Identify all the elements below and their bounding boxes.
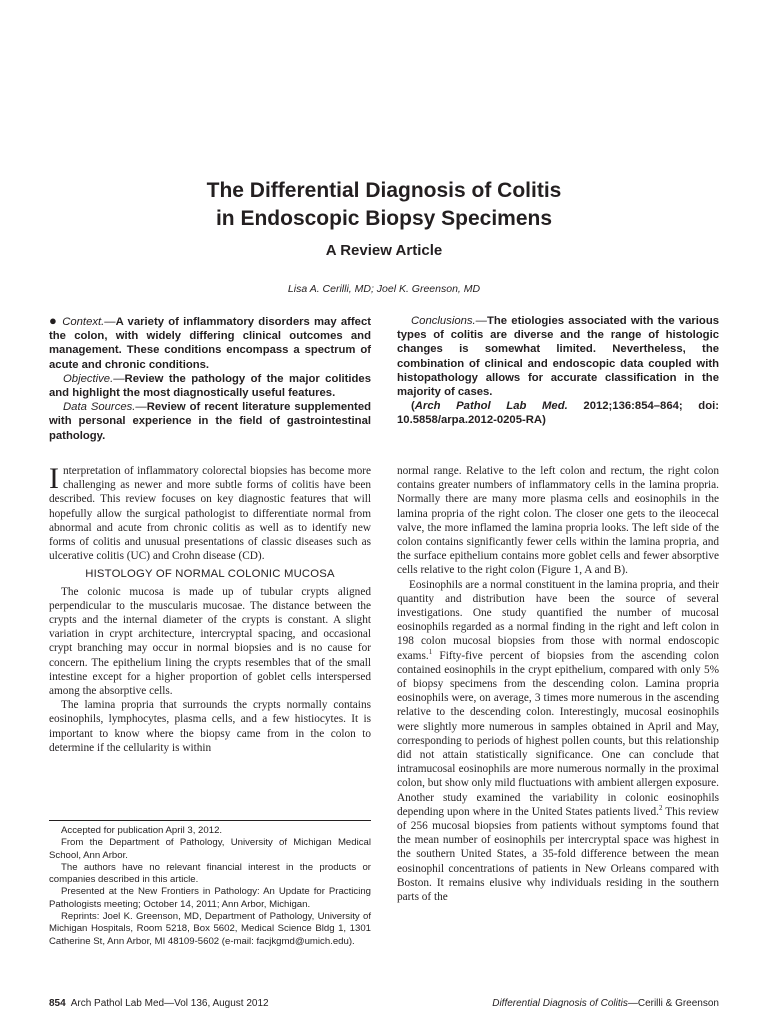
section-heading: HISTOLOGY OF NORMAL COLONIC MUCOSA <box>85 568 335 581</box>
abstract-objective <box>49 372 371 400</box>
footer-left <box>49 998 269 1009</box>
footnote: From the Department of Pathology, University of Michigan Medical School, Ann Arbor. <box>49 837 371 861</box>
abstract-left <box>49 314 371 443</box>
page-number: 854 <box>49 998 66 1009</box>
running-authors: —Cerilli & Greenson <box>627 998 719 1009</box>
footnote: Reprints: Joel K. Greenson, MD, Department of Pathology, University of Michigan Hospitals, Room 5218, Box 5602, Medical Science Bldg 1, 1301 Catherine St, Ann Arbor, MI 48109-5602 (e-mail: facjkgmd@umich.edu). <box>49 911 371 947</box>
citation-rest: 2012;136:854–864; doi: 10.5858/arpa.2012-0205-RA) <box>397 400 719 427</box>
title-line-2: in Endoscopic Biopsy Specimens <box>215 207 553 230</box>
footnotes <box>49 820 371 948</box>
footer-right <box>492 998 719 1009</box>
intro-paragraph <box>49 464 371 563</box>
footnote: Accepted for publication April 3, 2012. <box>61 825 223 836</box>
text-segment: This review of 256 mucosal biopsies from patients without symptoms found that the mean number of eosinophils per intercryptal space was highest in the southern United States, a 35-fold difference between the mean eosinophil concentrations of patients in New Orleans compared with Boston. It remains elusive why individuals residing in the southern parts of the <box>397 805 720 904</box>
text-segment: Fifty-five percent of biopsies from the ascending colon contained eosinophils in the crypt epithelium, compared with only 5% of biopsy specimens from the descending colon. Lamina propria eosinophils were, on average, 3 times more numerous in the ascending relative to the descending colon. Interestingly, mucosal eosinophils were slightly more numerous in samples obtained in April and May, corresponding to periods of highest pollen counts, but this relationship did not attain statistically significance. One can conclude that intramucosal eosinophils are more numerous normally in the proximal colon, but show only mild fluctuations with ambient allergen exposure. Another study examined the variability in colonic eosinophils depending upon where in the United States patients lived. <box>397 649 720 818</box>
intro-text: nterpretation of inflammatory colorectal biopsies has become more challenging as newer and more subtle forms of colitis have been described. This review focuses on key diagnostic features that will hopefully allow the surgical pathologist to differentiate normal from abnormal and acute from chronic colitis as well as to identify new forms of colitis and unusual presentations of classic diseases such as ulcerative colitis (UC) and Crohn disease (CD). <box>49 465 371 563</box>
abstract-conclusions <box>397 314 719 399</box>
drop-cap: I <box>49 462 59 495</box>
body-column-left <box>49 464 371 755</box>
objective-label: Objective.— <box>63 372 125 385</box>
article-subtitle: A Review Article <box>325 242 443 259</box>
citation-journal: Arch Pathol Lab Med. <box>414 400 568 413</box>
body-paragraph: The lamina propria that surrounds the crypts normally contains eosinophils, lymphocytes, plasma cells, and a few histiocytes. It is important to know where the biopsy came from in the colon to determine if the cellularity is within <box>49 699 371 754</box>
body-column-right <box>397 464 719 904</box>
footnote: Presented at the New Frontiers in Pathology: An Update for Practicing Pathologists meeting; October 14, 2011; Ann Arbor, Michigan. <box>49 886 371 910</box>
body-paragraph: normal range. Relative to the left colon and rectum, the right colon contains greater numbers of inflammatory cells in the lamina propria. Normally there are many more plasma cells and eosinophils in the lamina propria of the right colon. The closer one gets to the ileocecal valve, the more inflamed the lamina propria looks. The left side of the colon contains significantly fewer cells within the lamina propria, and the surface epithelium contains more goblet cells and fewer absorptive cells relative to the right colon (Figure 1, A and B). <box>397 465 719 577</box>
context-text: A variety of inflammatory disorders may affect the colon, with widely differing clinical outcomes and management. These conditions encompass a spectrum of acute and chronic conditions. <box>49 316 371 371</box>
journal-info: Arch Pathol Lab Med—Vol 136, August 2012 <box>70 998 269 1009</box>
conclusions-label: Conclusions.— <box>411 315 487 327</box>
text-segment: Eosinophils are a normal constituent in the lamina propria, and their quantity and distribution have been the source of several investigations. One study quantified the number of mucosal eosinophils regarded as a normal finding in the right and left colon in 198 colon mucosal biopsies from those with normal endoscopic exams. <box>397 578 719 662</box>
reference-link[interactable]: 1 <box>428 647 433 656</box>
bullet-icon: ● <box>49 313 58 328</box>
title-line-1: The Differential Diagnosis of Colitis <box>206 179 562 202</box>
author-list: Lisa A. Cerilli, MD; Joel K. Greenson, MD <box>287 283 481 295</box>
body-paragraph: The colonic mucosa is made up of tubular crypts aligned perpendicular to the muscularis mucosae. The distance between the crypts and the internal diameter of the crypts is constant. A slight variation in crypt architecture, intercryptal spacing, and occasional crypt branching may occur in normal biopsies and is no cause for concern. The epithelium lining the crypts resembles that of the small intestine except for a higher proportion of goblet cells interspersed among the absorptive cells. <box>49 585 371 698</box>
article-title <box>0 177 768 233</box>
reference-link[interactable]: 2 <box>658 804 663 813</box>
conclusions-text: The etiologies associated with the various types of colitis are diverse and the range of histologic changes is somewhat limited. Nevertheless, the combination of clinical and endoscopic data coupled with histopathology allows for accurate classification in the majority of cases. <box>397 315 719 399</box>
abstract-right <box>397 314 719 428</box>
abstract-data-sources <box>49 400 371 443</box>
objective-text: Review the pathology of the major colitides and highlight the most diagnostically useful features. <box>49 372 371 400</box>
running-title: Differential Diagnosis of Colitis <box>492 998 628 1009</box>
abstract-context <box>49 314 371 372</box>
context-label: Context.— <box>62 316 116 328</box>
footnote: The authors have no relevant financial interest in the products or companies described in this article. <box>49 861 371 886</box>
body-paragraph <box>397 578 719 905</box>
sources-label: Data Sources.— <box>63 401 147 414</box>
sources-text: Review of recent literature supplemented with personal experience in the field of gastrointestinal pathology. <box>49 401 371 442</box>
citation: (Arch Pathol Lab Med. 2012;136:854–864; doi: 10.5858/arpa.2012-0205-RA) <box>397 400 719 427</box>
